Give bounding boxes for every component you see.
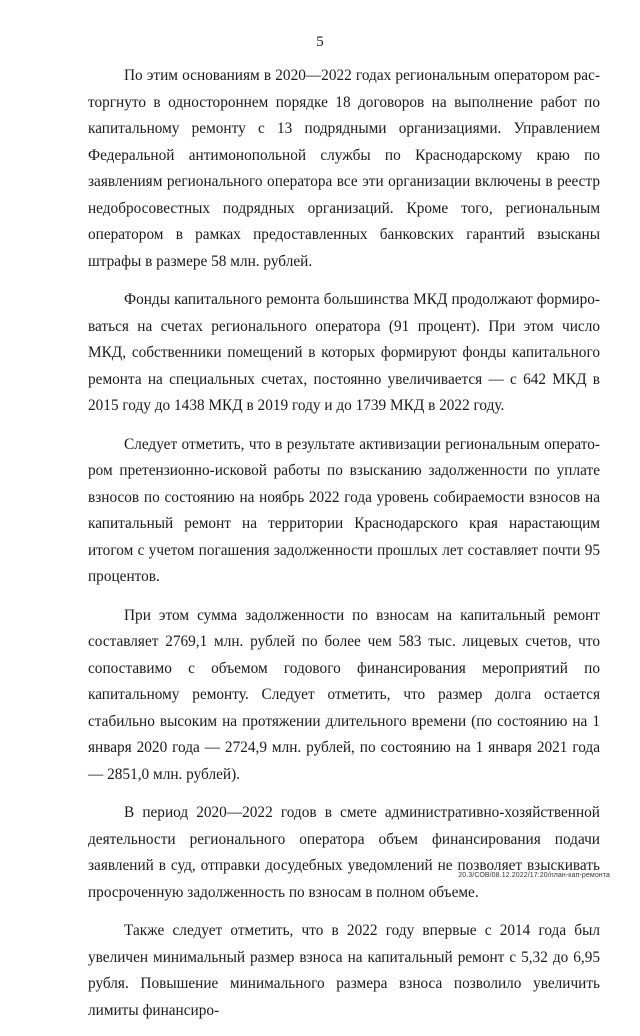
paragraph-4: При этом сумма задолженности по взносам на капитальный ремонт составляет 2769,1 млн. рублей по более чем 583 тыс. лицевых счетов, что сопоставимо с объемом годового финансирования мероприятий по капитальному ремонту. Следует отметить, что размер долга остается стабильно высоким на протяжении длительного времени (по состоянию на 1 января 2020 года — 2724,9 млн. рублей, по состоянию на 1 января 2021 года — 2851,0 млн. рублей). (88, 606, 600, 783)
paragraph-3: Следует отметить, что в результате активизации региональным оператором претензионно-исковой работы по взысканию задолженности по уплате взносов по состоянию на ноябрь 2022 года уровень собираемости взносов на капитальный ремонт на территории Краснодарского края нарастающим итогом с учетом погашения задолженности прошлых лет составляет почти 95 процентов. (88, 435, 600, 585)
paragraph-1: По этим основаниям в 2020—2022 годах региональным оператором расторгнуто в одностороннем порядке 18 договоров на выполнение работ по капитальному ремонту с 13 подрядными организациями. Управлением Федеральной антимонопольной службы по Краснодарскому краю по заявлениям регионального оператора все эти организации включены в реестр недобросовестных подрядных организаций. Кроме того, региональным оператором в рамках предоставленных банковских гарантий взысканы штрафы в размере 58 млн. рублей. (88, 67, 600, 270)
paragraph-5: В период 2020—2022 годов в смете административно-хозяйственной деятельности регионального оператора объем финансирования подачи заявлений в суд, отправки досудебных уведомлений не позволяет взыскивать просроченную задолженность по взносам в полном объеме. (88, 804, 600, 901)
document-body (88, 63, 600, 1036)
paragraph-2: Фонды капитального ремонта большинства МКД продолжают формироваться на счетах регионального оператора (91 процент). При этом число МКД, собственники помещений в которых формируют фонды капитального ремонта на специальных счетах, постоянно увеличивается — с 642 МКД в 2015 году до 1438 МКД в 2019 году и до 1739 МКД в 2022 году. (88, 291, 600, 414)
document-footer-code: 20.3/СОВ/08.12.2022/17:20/план-кап-ремонта (458, 872, 610, 879)
paragraph-6: Также следует отметить, что в 2022 году впервые с 2014 года был увеличен минимальный размер взноса на капитальный ремонт с 5,32 до 6,95 рубля. Повышение минимального размера взноса позволило увеличить лимиты финансиро- (88, 922, 600, 1019)
page-number: 5 (316, 34, 324, 50)
